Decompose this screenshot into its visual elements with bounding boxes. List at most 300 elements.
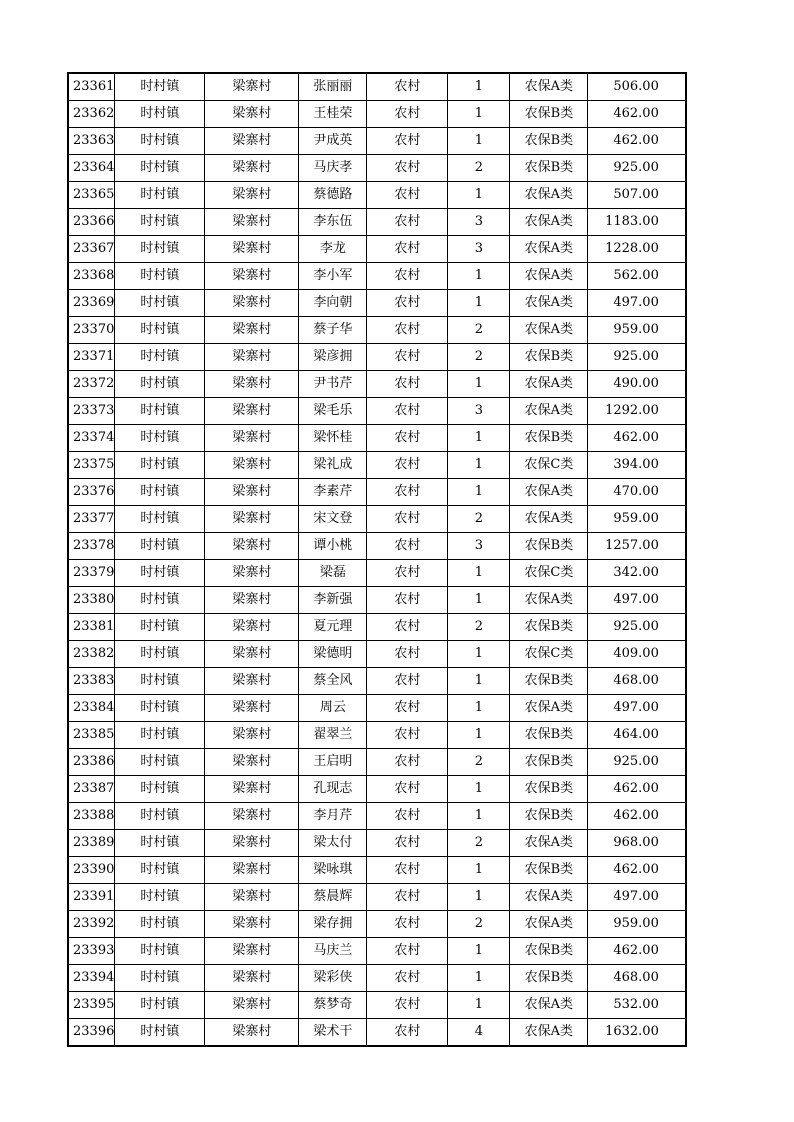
town-cell: 时村镇	[115, 830, 205, 857]
member-count-cell: 1	[448, 182, 510, 209]
village-cell: 梁寨村	[205, 425, 299, 452]
village-cell: 梁寨村	[205, 182, 299, 209]
household-type-cell: 农村	[367, 236, 448, 263]
record-id-cell: 23386	[68, 749, 115, 776]
village-cell: 梁寨村	[205, 749, 299, 776]
village-cell: 梁寨村	[205, 398, 299, 425]
insurance-category-cell: 农保A类	[510, 263, 588, 290]
record-id-cell: 23363	[68, 128, 115, 155]
record-id-cell: 23392	[68, 911, 115, 938]
town-cell: 时村镇	[115, 479, 205, 506]
village-cell: 梁寨村	[205, 668, 299, 695]
town-cell: 时村镇	[115, 506, 205, 533]
insurance-category-cell: 农保A类	[510, 884, 588, 911]
record-id-cell: 23370	[68, 317, 115, 344]
table-row	[68, 560, 686, 587]
village-cell: 梁寨村	[205, 344, 299, 371]
member-count-cell: 4	[448, 1019, 510, 1047]
record-id-cell: 23378	[68, 533, 115, 560]
person-name-cell: 梁咏琪	[299, 857, 367, 884]
table-row	[68, 992, 686, 1019]
insurance-category-cell: 农保B类	[510, 614, 588, 641]
record-id-cell: 23393	[68, 938, 115, 965]
town-cell: 时村镇	[115, 263, 205, 290]
town-cell: 时村镇	[115, 182, 205, 209]
member-count-cell: 1	[448, 263, 510, 290]
amount-cell: 497.00	[588, 587, 686, 614]
record-id-cell: 23362	[68, 101, 115, 128]
amount-cell: 506.00	[588, 73, 686, 101]
household-type-cell: 农村	[367, 641, 448, 668]
village-cell: 梁寨村	[205, 371, 299, 398]
household-type-cell: 农村	[367, 209, 448, 236]
record-id-cell: 23389	[68, 830, 115, 857]
table-row	[68, 722, 686, 749]
insurance-category-cell: 农保B类	[510, 101, 588, 128]
amount-cell: 462.00	[588, 938, 686, 965]
person-name-cell: 谭小桃	[299, 533, 367, 560]
village-cell: 梁寨村	[205, 857, 299, 884]
amount-cell: 490.00	[588, 371, 686, 398]
village-cell: 梁寨村	[205, 155, 299, 182]
table-row	[68, 452, 686, 479]
village-cell: 梁寨村	[205, 560, 299, 587]
table-row	[68, 668, 686, 695]
record-id-cell: 23387	[68, 776, 115, 803]
insurance-category-cell: 农保B类	[510, 722, 588, 749]
household-type-cell: 农村	[367, 614, 448, 641]
table-row	[68, 425, 686, 452]
member-count-cell: 2	[448, 344, 510, 371]
person-name-cell: 翟翠兰	[299, 722, 367, 749]
member-count-cell: 3	[448, 209, 510, 236]
member-count-cell: 1	[448, 992, 510, 1019]
amount-cell: 1632.00	[588, 1019, 686, 1047]
amount-cell: 925.00	[588, 155, 686, 182]
record-id-cell: 23380	[68, 587, 115, 614]
village-cell: 梁寨村	[205, 614, 299, 641]
amount-cell: 462.00	[588, 128, 686, 155]
household-type-cell: 农村	[367, 776, 448, 803]
amount-cell: 394.00	[588, 452, 686, 479]
amount-cell: 968.00	[588, 830, 686, 857]
town-cell: 时村镇	[115, 452, 205, 479]
village-cell: 梁寨村	[205, 776, 299, 803]
amount-cell: 462.00	[588, 101, 686, 128]
household-type-cell: 农村	[367, 992, 448, 1019]
village-cell: 梁寨村	[205, 101, 299, 128]
person-name-cell: 李向朝	[299, 290, 367, 317]
record-id-cell: 23382	[68, 641, 115, 668]
amount-cell: 959.00	[588, 506, 686, 533]
town-cell: 时村镇	[115, 425, 205, 452]
record-id-cell: 23381	[68, 614, 115, 641]
household-type-cell: 农村	[367, 749, 448, 776]
household-type-cell: 农村	[367, 830, 448, 857]
table-row	[68, 830, 686, 857]
record-id-cell: 23394	[68, 965, 115, 992]
person-name-cell: 蔡子华	[299, 317, 367, 344]
insurance-category-cell: 农保A类	[510, 479, 588, 506]
village-cell: 梁寨村	[205, 938, 299, 965]
insurance-category-cell: 农保A类	[510, 830, 588, 857]
amount-cell: 464.00	[588, 722, 686, 749]
table-row	[68, 965, 686, 992]
member-count-cell: 1	[448, 290, 510, 317]
amount-cell: 497.00	[588, 290, 686, 317]
town-cell: 时村镇	[115, 884, 205, 911]
record-id-cell: 23365	[68, 182, 115, 209]
village-cell: 梁寨村	[205, 128, 299, 155]
member-count-cell: 3	[448, 236, 510, 263]
town-cell: 时村镇	[115, 1019, 205, 1047]
household-type-cell: 农村	[367, 695, 448, 722]
table-row	[68, 236, 686, 263]
village-cell: 梁寨村	[205, 236, 299, 263]
village-cell: 梁寨村	[205, 533, 299, 560]
village-cell: 梁寨村	[205, 263, 299, 290]
amount-cell: 562.00	[588, 263, 686, 290]
table-row	[68, 614, 686, 641]
person-name-cell: 尹成英	[299, 128, 367, 155]
amount-cell: 507.00	[588, 182, 686, 209]
person-name-cell: 梁礼成	[299, 452, 367, 479]
person-name-cell: 李月芹	[299, 803, 367, 830]
member-count-cell: 1	[448, 938, 510, 965]
amount-cell: 959.00	[588, 911, 686, 938]
record-id-cell: 23377	[68, 506, 115, 533]
town-cell: 时村镇	[115, 236, 205, 263]
village-cell: 梁寨村	[205, 209, 299, 236]
amount-cell: 925.00	[588, 749, 686, 776]
record-id-cell: 23376	[68, 479, 115, 506]
insurance-category-cell: 农保A类	[510, 73, 588, 101]
table-row	[68, 776, 686, 803]
village-cell: 梁寨村	[205, 695, 299, 722]
household-type-cell: 农村	[367, 128, 448, 155]
household-type-cell: 农村	[367, 884, 448, 911]
village-cell: 梁寨村	[205, 641, 299, 668]
household-type-cell: 农村	[367, 73, 448, 101]
person-name-cell: 王桂荣	[299, 101, 367, 128]
benefit-roster-table	[67, 72, 687, 1047]
member-count-cell: 1	[448, 857, 510, 884]
village-cell: 梁寨村	[205, 1019, 299, 1047]
amount-cell: 1183.00	[588, 209, 686, 236]
insurance-category-cell: 农保A类	[510, 1019, 588, 1047]
town-cell: 时村镇	[115, 371, 205, 398]
person-name-cell: 蔡晨辉	[299, 884, 367, 911]
household-type-cell: 农村	[367, 452, 448, 479]
amount-cell: 497.00	[588, 695, 686, 722]
insurance-category-cell: 农保A类	[510, 695, 588, 722]
person-name-cell: 李小军	[299, 263, 367, 290]
household-type-cell: 农村	[367, 479, 448, 506]
insurance-category-cell: 农保A类	[510, 290, 588, 317]
table-row	[68, 587, 686, 614]
table-row	[68, 857, 686, 884]
amount-cell: 409.00	[588, 641, 686, 668]
town-cell: 时村镇	[115, 587, 205, 614]
amount-cell: 959.00	[588, 317, 686, 344]
household-type-cell: 农村	[367, 857, 448, 884]
household-type-cell: 农村	[367, 317, 448, 344]
person-name-cell: 夏元理	[299, 614, 367, 641]
household-type-cell: 农村	[367, 965, 448, 992]
amount-cell: 1228.00	[588, 236, 686, 263]
town-cell: 时村镇	[115, 533, 205, 560]
village-cell: 梁寨村	[205, 290, 299, 317]
amount-cell: 532.00	[588, 992, 686, 1019]
amount-cell: 925.00	[588, 614, 686, 641]
household-type-cell: 农村	[367, 938, 448, 965]
record-id-cell: 23383	[68, 668, 115, 695]
person-name-cell: 尹书芹	[299, 371, 367, 398]
member-count-cell: 1	[448, 452, 510, 479]
town-cell: 时村镇	[115, 911, 205, 938]
village-cell: 梁寨村	[205, 506, 299, 533]
town-cell: 时村镇	[115, 695, 205, 722]
amount-cell: 468.00	[588, 965, 686, 992]
member-count-cell: 1	[448, 668, 510, 695]
record-id-cell: 23364	[68, 155, 115, 182]
table-row	[68, 371, 686, 398]
record-id-cell: 23366	[68, 209, 115, 236]
table-row	[68, 101, 686, 128]
insurance-category-cell: 农保A类	[510, 209, 588, 236]
insurance-category-cell: 农保C类	[510, 452, 588, 479]
town-cell: 时村镇	[115, 560, 205, 587]
person-name-cell: 孔现志	[299, 776, 367, 803]
record-id-cell: 23372	[68, 371, 115, 398]
record-id-cell: 23367	[68, 236, 115, 263]
insurance-category-cell: 农保B类	[510, 668, 588, 695]
table-body	[68, 73, 686, 1046]
insurance-category-cell: 农保A类	[510, 506, 588, 533]
person-name-cell: 梁彦拥	[299, 344, 367, 371]
person-name-cell: 宋文登	[299, 506, 367, 533]
amount-cell: 462.00	[588, 803, 686, 830]
town-cell: 时村镇	[115, 128, 205, 155]
record-id-cell: 23390	[68, 857, 115, 884]
member-count-cell: 2	[448, 911, 510, 938]
person-name-cell: 梁毛乐	[299, 398, 367, 425]
amount-cell: 462.00	[588, 776, 686, 803]
insurance-category-cell: 农保B类	[510, 776, 588, 803]
person-name-cell: 马庆孝	[299, 155, 367, 182]
table-row	[68, 128, 686, 155]
table-row	[68, 73, 686, 101]
town-cell: 时村镇	[115, 965, 205, 992]
person-name-cell: 蔡全风	[299, 668, 367, 695]
member-count-cell: 2	[448, 749, 510, 776]
town-cell: 时村镇	[115, 992, 205, 1019]
insurance-category-cell: 农保B类	[510, 857, 588, 884]
insurance-category-cell: 农保B类	[510, 938, 588, 965]
table-row	[68, 290, 686, 317]
household-type-cell: 农村	[367, 1019, 448, 1047]
insurance-category-cell: 农保C类	[510, 641, 588, 668]
record-id-cell: 23391	[68, 884, 115, 911]
town-cell: 时村镇	[115, 668, 205, 695]
amount-cell: 470.00	[588, 479, 686, 506]
record-id-cell: 23371	[68, 344, 115, 371]
insurance-category-cell: 农保C类	[510, 560, 588, 587]
village-cell: 梁寨村	[205, 73, 299, 101]
person-name-cell: 梁磊	[299, 560, 367, 587]
member-count-cell: 1	[448, 560, 510, 587]
member-count-cell: 2	[448, 830, 510, 857]
town-cell: 时村镇	[115, 938, 205, 965]
household-type-cell: 农村	[367, 263, 448, 290]
table-row	[68, 641, 686, 668]
town-cell: 时村镇	[115, 155, 205, 182]
insurance-category-cell: 农保B类	[510, 803, 588, 830]
table-row	[68, 263, 686, 290]
amount-cell: 468.00	[588, 668, 686, 695]
town-cell: 时村镇	[115, 722, 205, 749]
village-cell: 梁寨村	[205, 803, 299, 830]
town-cell: 时村镇	[115, 803, 205, 830]
amount-cell: 925.00	[588, 344, 686, 371]
table-row	[68, 533, 686, 560]
table-row	[68, 182, 686, 209]
town-cell: 时村镇	[115, 344, 205, 371]
insurance-category-cell: 农保B类	[510, 749, 588, 776]
household-type-cell: 农村	[367, 506, 448, 533]
record-id-cell: 23395	[68, 992, 115, 1019]
village-cell: 梁寨村	[205, 965, 299, 992]
household-type-cell: 农村	[367, 533, 448, 560]
insurance-category-cell: 农保A类	[510, 317, 588, 344]
member-count-cell: 1	[448, 73, 510, 101]
person-name-cell: 马庆兰	[299, 938, 367, 965]
table-row	[68, 803, 686, 830]
household-type-cell: 农村	[367, 290, 448, 317]
member-count-cell: 2	[448, 317, 510, 344]
member-count-cell: 1	[448, 965, 510, 992]
household-type-cell: 农村	[367, 668, 448, 695]
table-row	[68, 911, 686, 938]
household-type-cell: 农村	[367, 398, 448, 425]
table-row	[68, 155, 686, 182]
person-name-cell: 梁怀桂	[299, 425, 367, 452]
person-name-cell: 梁术干	[299, 1019, 367, 1047]
insurance-category-cell: 农保B类	[510, 155, 588, 182]
household-type-cell: 农村	[367, 425, 448, 452]
member-count-cell: 1	[448, 641, 510, 668]
member-count-cell: 1	[448, 128, 510, 155]
insurance-category-cell: 农保A类	[510, 587, 588, 614]
insurance-category-cell: 农保A类	[510, 911, 588, 938]
person-name-cell: 李素芹	[299, 479, 367, 506]
record-id-cell: 23379	[68, 560, 115, 587]
village-cell: 梁寨村	[205, 830, 299, 857]
person-name-cell: 王启明	[299, 749, 367, 776]
member-count-cell: 1	[448, 371, 510, 398]
village-cell: 梁寨村	[205, 992, 299, 1019]
town-cell: 时村镇	[115, 73, 205, 101]
member-count-cell: 3	[448, 398, 510, 425]
household-type-cell: 农村	[367, 560, 448, 587]
insurance-category-cell: 农保B类	[510, 344, 588, 371]
table-row	[68, 398, 686, 425]
record-id-cell: 23374	[68, 425, 115, 452]
household-type-cell: 农村	[367, 587, 448, 614]
insurance-category-cell: 农保A类	[510, 398, 588, 425]
village-cell: 梁寨村	[205, 452, 299, 479]
member-count-cell: 2	[448, 506, 510, 533]
person-name-cell: 梁存拥	[299, 911, 367, 938]
village-cell: 梁寨村	[205, 317, 299, 344]
table-row	[68, 695, 686, 722]
table-row	[68, 209, 686, 236]
household-type-cell: 农村	[367, 155, 448, 182]
person-name-cell: 张丽丽	[299, 73, 367, 101]
member-count-cell: 1	[448, 101, 510, 128]
village-cell: 梁寨村	[205, 479, 299, 506]
household-type-cell: 农村	[367, 371, 448, 398]
member-count-cell: 1	[448, 803, 510, 830]
table-row	[68, 938, 686, 965]
town-cell: 时村镇	[115, 290, 205, 317]
table-row	[68, 749, 686, 776]
member-count-cell: 1	[448, 722, 510, 749]
household-type-cell: 农村	[367, 803, 448, 830]
record-id-cell: 23368	[68, 263, 115, 290]
insurance-category-cell: 农保A类	[510, 182, 588, 209]
village-cell: 梁寨村	[205, 884, 299, 911]
member-count-cell: 1	[448, 884, 510, 911]
member-count-cell: 1	[448, 425, 510, 452]
amount-cell: 1257.00	[588, 533, 686, 560]
town-cell: 时村镇	[115, 749, 205, 776]
table-row	[68, 884, 686, 911]
table-row	[68, 317, 686, 344]
insurance-category-cell: 农保A类	[510, 371, 588, 398]
member-count-cell: 1	[448, 776, 510, 803]
table-row	[68, 344, 686, 371]
amount-cell: 462.00	[588, 857, 686, 884]
household-type-cell: 农村	[367, 344, 448, 371]
town-cell: 时村镇	[115, 857, 205, 884]
person-name-cell: 蔡梦奇	[299, 992, 367, 1019]
person-name-cell: 梁彩侠	[299, 965, 367, 992]
amount-cell: 342.00	[588, 560, 686, 587]
table-row	[68, 1019, 686, 1047]
record-id-cell: 23396	[68, 1019, 115, 1047]
household-type-cell: 农村	[367, 101, 448, 128]
town-cell: 时村镇	[115, 641, 205, 668]
insurance-category-cell: 农保B类	[510, 425, 588, 452]
record-id-cell: 23369	[68, 290, 115, 317]
person-name-cell: 李龙	[299, 236, 367, 263]
record-id-cell: 23375	[68, 452, 115, 479]
insurance-category-cell: 农保A类	[510, 236, 588, 263]
record-id-cell: 23385	[68, 722, 115, 749]
member-count-cell: 1	[448, 695, 510, 722]
town-cell: 时村镇	[115, 101, 205, 128]
insurance-category-cell: 农保B类	[510, 533, 588, 560]
record-id-cell: 23373	[68, 398, 115, 425]
town-cell: 时村镇	[115, 398, 205, 425]
town-cell: 时村镇	[115, 317, 205, 344]
person-name-cell: 李新强	[299, 587, 367, 614]
person-name-cell: 梁德明	[299, 641, 367, 668]
insurance-category-cell: 农保B类	[510, 128, 588, 155]
household-type-cell: 农村	[367, 911, 448, 938]
table-row	[68, 506, 686, 533]
